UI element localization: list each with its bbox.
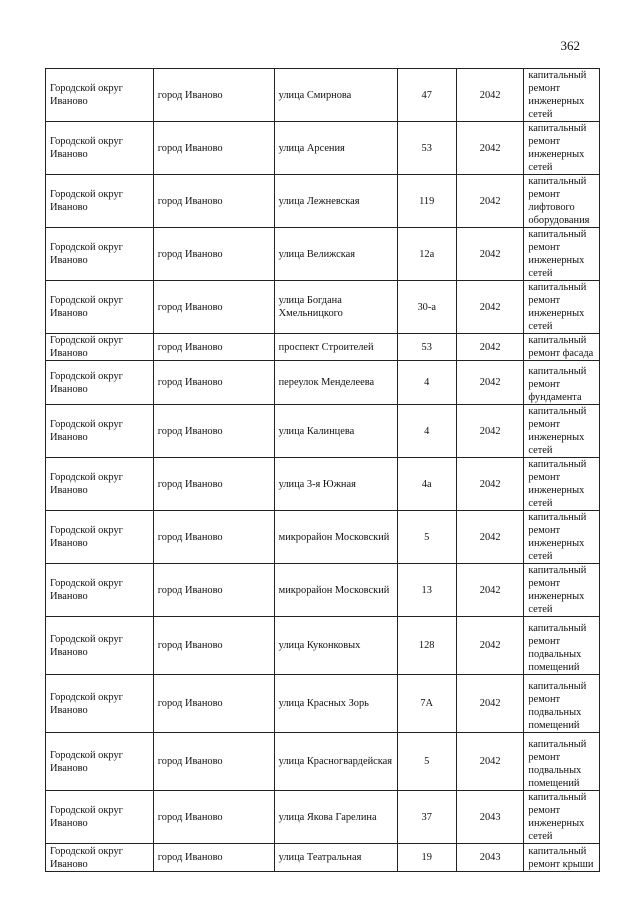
okrug-cell: Городской округ Иваново <box>46 361 154 405</box>
okrug-cell: Городской округ Иваново <box>46 122 154 175</box>
table-row <box>46 617 600 675</box>
table-row <box>46 281 600 334</box>
city-cell: город Иваново <box>153 334 274 361</box>
street-cell: переулок Менделеева <box>274 361 397 405</box>
year-cell: 2042 <box>456 69 523 122</box>
work-cell: капитальный ремонт фасада <box>524 334 600 361</box>
table-row <box>46 844 600 872</box>
street-cell: улица Красных Зорь <box>274 675 397 733</box>
year-cell: 2042 <box>456 281 523 334</box>
okrug-cell: Городской округ Иваново <box>46 617 154 675</box>
street-cell: улица Красногвардейская <box>274 733 397 791</box>
year-cell: 2042 <box>456 175 523 228</box>
street-cell: улица Якова Гарелина <box>274 791 397 844</box>
street-cell: улица 3-я Южная <box>274 458 397 511</box>
okrug-cell: Городской округ Иваново <box>46 228 154 281</box>
work-cell: капитальный ремонт фундамента <box>524 361 600 405</box>
year-cell: 2042 <box>456 458 523 511</box>
table-row <box>46 175 600 228</box>
year-cell: 2042 <box>456 733 523 791</box>
street-cell: улица Велижская <box>274 228 397 281</box>
house-cell: 119 <box>397 175 456 228</box>
work-cell: капитальный ремонт инженерных сетей <box>524 122 600 175</box>
table-row <box>46 122 600 175</box>
street-cell: улица Богдана Хмельницкого <box>274 281 397 334</box>
year-cell: 2043 <box>456 791 523 844</box>
house-cell: 5 <box>397 511 456 564</box>
work-cell: капитальный ремонт инженерных сетей <box>524 511 600 564</box>
housing-repair-table <box>45 68 600 872</box>
table-row <box>46 228 600 281</box>
work-cell: капитальный ремонт инженерных сетей <box>524 791 600 844</box>
table-row <box>46 733 600 791</box>
city-cell: город Иваново <box>153 281 274 334</box>
year-cell: 2042 <box>456 511 523 564</box>
house-cell: 7А <box>397 675 456 733</box>
year-cell: 2042 <box>456 334 523 361</box>
city-cell: город Иваново <box>153 228 274 281</box>
house-cell: 53 <box>397 122 456 175</box>
work-cell: капитальный ремонт крыши <box>524 844 600 872</box>
okrug-cell: Городской округ Иваново <box>46 844 154 872</box>
table-row <box>46 334 600 361</box>
table-row <box>46 361 600 405</box>
city-cell: город Иваново <box>153 122 274 175</box>
work-cell: капитальный ремонт инженерных сетей <box>524 405 600 458</box>
table-row <box>46 511 600 564</box>
okrug-cell: Городской округ Иваново <box>46 69 154 122</box>
street-cell: улица Арсения <box>274 122 397 175</box>
work-cell: капитальный ремонт инженерных сетей <box>524 564 600 617</box>
table-row <box>46 791 600 844</box>
city-cell: город Иваново <box>153 69 274 122</box>
work-cell: капитальный ремонт инженерных сетей <box>524 458 600 511</box>
page-number: 362 <box>560 38 580 53</box>
city-cell: город Иваново <box>153 675 274 733</box>
work-cell: капитальный ремонт инженерных сетей <box>524 69 600 122</box>
year-cell: 2042 <box>456 122 523 175</box>
street-cell: микрорайон Московский <box>274 564 397 617</box>
city-cell: город Иваново <box>153 844 274 872</box>
city-cell: город Иваново <box>153 458 274 511</box>
city-cell: город Иваново <box>153 564 274 617</box>
work-cell: капитальный ремонт подвальных помещений <box>524 617 600 675</box>
city-cell: город Иваново <box>153 175 274 228</box>
work-cell: капитальный ремонт инженерных сетей <box>524 228 600 281</box>
house-cell: 4 <box>397 405 456 458</box>
year-cell: 2043 <box>456 844 523 872</box>
year-cell: 2042 <box>456 675 523 733</box>
table-row <box>46 458 600 511</box>
year-cell: 2042 <box>456 617 523 675</box>
okrug-cell: Городской округ Иваново <box>46 281 154 334</box>
city-cell: город Иваново <box>153 361 274 405</box>
house-cell: 128 <box>397 617 456 675</box>
house-cell: 19 <box>397 844 456 872</box>
house-cell: 4 <box>397 361 456 405</box>
year-cell: 2042 <box>456 564 523 617</box>
street-cell: улица Лежневская <box>274 175 397 228</box>
city-cell: город Иваново <box>153 405 274 458</box>
okrug-cell: Городской округ Иваново <box>46 733 154 791</box>
street-cell: микрорайон Московский <box>274 511 397 564</box>
okrug-cell: Городской округ Иваново <box>46 175 154 228</box>
street-cell: улица Калинцева <box>274 405 397 458</box>
table-row <box>46 69 600 122</box>
house-cell: 5 <box>397 733 456 791</box>
street-cell: улица Куконковых <box>274 617 397 675</box>
okrug-cell: Городской округ Иваново <box>46 334 154 361</box>
house-cell: 13 <box>397 564 456 617</box>
work-cell: капитальный ремонт инженерных сетей <box>524 281 600 334</box>
year-cell: 2042 <box>456 405 523 458</box>
okrug-cell: Городской округ Иваново <box>46 405 154 458</box>
work-cell: капитальный ремонт лифтового оборудования <box>524 175 600 228</box>
house-cell: 4а <box>397 458 456 511</box>
okrug-cell: Городской округ Иваново <box>46 458 154 511</box>
house-cell: 30-а <box>397 281 456 334</box>
okrug-cell: Городской округ Иваново <box>46 675 154 733</box>
okrug-cell: Городской округ Иваново <box>46 511 154 564</box>
city-cell: город Иваново <box>153 617 274 675</box>
okrug-cell: Городской округ Иваново <box>46 564 154 617</box>
house-cell: 12а <box>397 228 456 281</box>
table-row <box>46 564 600 617</box>
okrug-cell: Городской округ Иваново <box>46 791 154 844</box>
street-cell: улица Смирнова <box>274 69 397 122</box>
work-cell: капитальный ремонт подвальных помещений <box>524 675 600 733</box>
street-cell: проспект Строителей <box>274 334 397 361</box>
year-cell: 2042 <box>456 361 523 405</box>
house-cell: 53 <box>397 334 456 361</box>
table-row <box>46 405 600 458</box>
city-cell: город Иваново <box>153 733 274 791</box>
year-cell: 2042 <box>456 228 523 281</box>
city-cell: город Иваново <box>153 511 274 564</box>
table-row <box>46 675 600 733</box>
house-cell: 37 <box>397 791 456 844</box>
work-cell: капитальный ремонт подвальных помещений <box>524 733 600 791</box>
city-cell: город Иваново <box>153 791 274 844</box>
house-cell: 47 <box>397 69 456 122</box>
street-cell: улица Театральная <box>274 844 397 872</box>
